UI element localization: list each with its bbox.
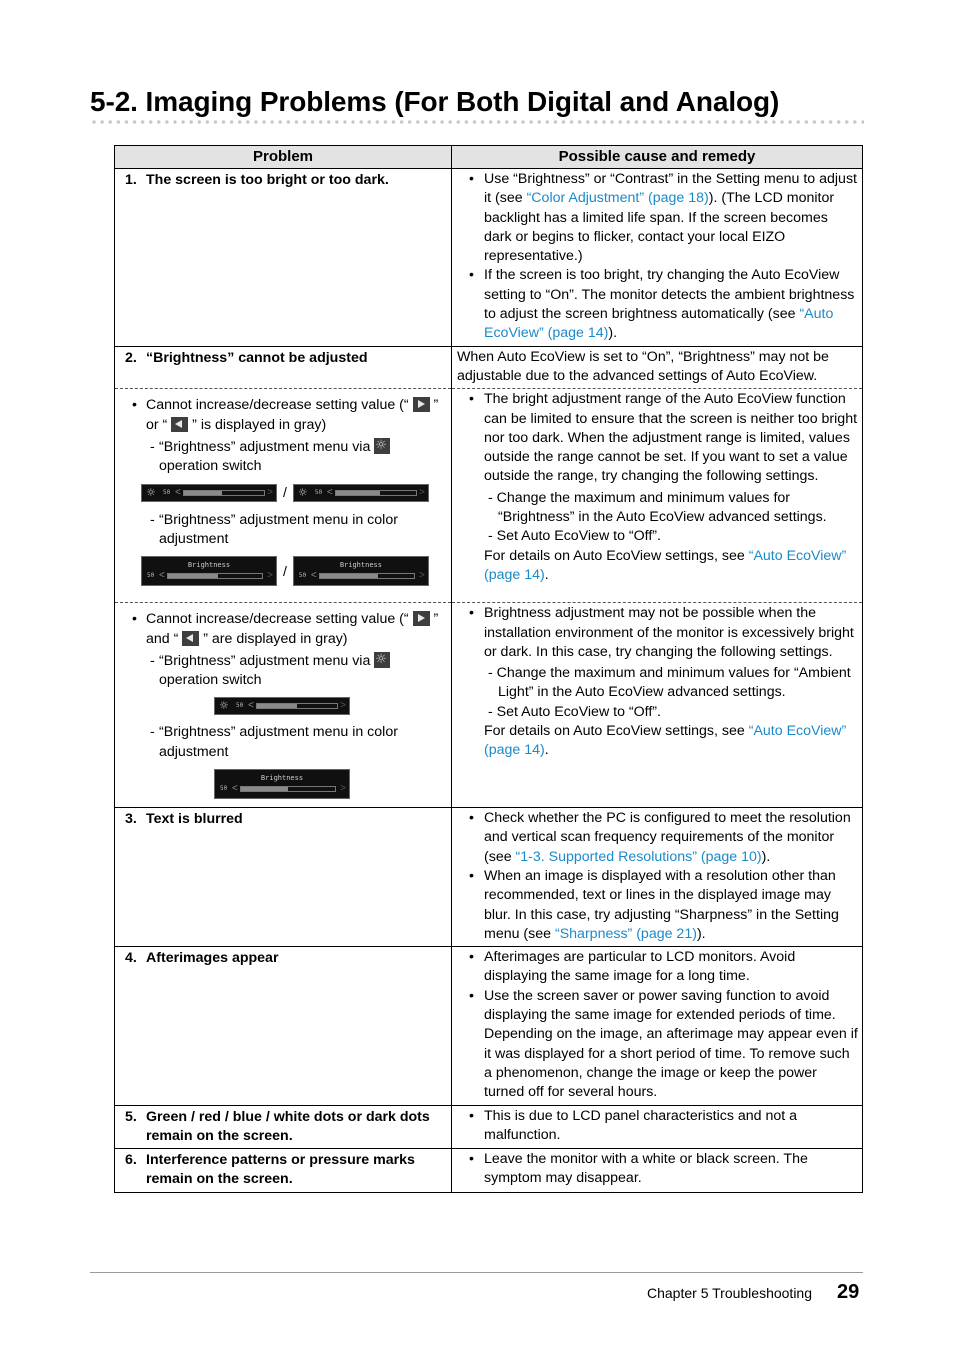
color-menu-screenshots: Brightness 50 < > / Brightness 50 < > [141,556,451,586]
troubleshooting-table [114,145,863,1193]
problem-text: The screen is too bright or too dark. [146,172,389,188]
brightness-menu-screenshots [214,697,451,715]
decrease-arrow-icon [182,631,199,646]
problem-cell [115,389,452,603]
table-row [115,169,863,347]
brightness-level-fill [336,491,380,495]
problem-text: Afterimages appear [146,950,279,967]
brightness-level-fill [257,704,297,708]
brightness-level-fill [168,574,218,578]
problem-cell [115,346,452,389]
table-row [115,346,863,389]
table-row [115,808,863,947]
problem-number: 6. [125,1152,137,1169]
list-item: - Set Auto EcoView to “Off”. [488,528,661,545]
list-item: • Afterimages are particular to LCD monitors. Avoid displaying the same image for a long time. [452,948,858,987]
list-item: - Change the maximum and minimum values for “Ambient Light” in the Auto EcoView advanced settings. [488,665,851,701]
list-item: - “Brightness” adjustment menu via ☼ operation switch [115,652,451,691]
list-item: • When an image is displayed with a resolution other than recommended, text or lines in the displayed image may blur. In this case, try adjusting “Sharpness” in the Setting menu (see “Sharpness” (page 21)). [452,867,858,944]
problem-cell [115,169,452,347]
list-item: • Cannot increase/decrease setting value (“ ” and “ ” are displayed in gray) [115,610,447,649]
list-item: • Leave the monitor with a white or black screen. The symptom may disappear. [452,1150,858,1189]
link-auto-ecoview[interactable]: “Auto EcoView” (page 14) [484,306,834,342]
link-color-adjustment[interactable]: “Color Adjustment” (page 18) [526,190,709,207]
problem-text: Interference patterns or pressure marks remain on the screen. [146,1152,415,1188]
problem-number: 2. [125,349,137,366]
remedy-cell [452,389,863,603]
problem-number: 3. [125,811,137,828]
link-sharpness[interactable]: “Sharpness” (page 21) [554,925,697,942]
list-item: - “Brightness” adjustment menu in color adjustment [150,724,398,760]
list-item: • Use the screen saver or power saving function to avoid displaying the same image for extended periods of time. Depending on the image, an afterimage may appear even if it was displayed for a short period of time. To remove such a phenomenon, change the image or keep the power turned off for several hours. [452,987,858,1103]
brightness-menu-screenshot: ☼ 50 < > [293,484,429,502]
header-remedy: Possible cause and remedy [452,146,863,169]
brightness-level-fill [241,787,288,791]
ecoview-note: When Auto EcoView is set to “On”, “Brightness” may not be adjustable due to the advanced settings of Auto EcoView. [457,348,829,384]
page-title: 5-2. Imaging Problems (For Both Digital and Analog) [90,86,780,117]
remedy-cell [452,947,863,1105]
page-number: 29 [837,1281,860,1303]
list-item: • The bright adjustment range of the Auto EcoView function can be limited to ensure that the screen is neither too bright nor too dark. When the adjustment range is limited, values outside the range cannot be set. If you want to set a value outside the range, try changing the following settings. [452,390,858,486]
title-dotted-rule [90,119,864,125]
color-menu-screenshots [214,769,451,799]
list-item: • Brightness adjustment may not be possible when the installation environment of the monitor is excessively bright or dark. In this case, try changing the following settings. [452,604,858,662]
list-item: - Set Auto EcoView to “Off”. [488,703,661,720]
sun-icon: ☼ [297,486,308,500]
link-auto-ecoview[interactable]: “Auto EcoView” (page 14) [484,723,847,759]
table-header-row [115,146,863,169]
problem-number: 1. [125,172,137,188]
brightness-menu-screenshot: ☼ 50 < > [214,697,350,715]
link-supported-resolutions[interactable]: “1-3. Supported Resolutions” (page 10) [515,848,762,865]
problem-number: 5. [125,1108,137,1125]
list-item: • Use “Brightness” or “Contrast” in the Setting menu to adjust it (see “Color Adjustment” (page 18)). (The LCD monitor backlight has a limited life span. If the screen becomes dark or begins to flicker, contact your local EIZO representative.) [452,170,858,266]
list-item: • Check whether the PC is configured to meet the resolution and vertical scan frequency requirements of the monitor (see “1-3. Supported Resolutions” (page 10)). [452,809,858,867]
color-brightness-menu-screenshot: Brightness 50 < > [293,556,429,586]
remedy-cell [452,808,863,947]
list-item: - “Brightness” adjustment menu in color adjustment [150,511,398,548]
note-cell [452,346,863,389]
footer-rule [90,1272,863,1273]
brightness-level-fill [184,491,222,495]
color-brightness-menu-screenshot: Brightness 50 < > [214,769,350,799]
remedy-cell [452,1105,863,1149]
problem-cell [115,808,452,947]
problem-number: 4. [125,950,137,967]
brightness-switch-icon [374,652,390,668]
increase-arrow-icon [413,611,430,626]
problem-cell [115,1149,452,1193]
brightness-level-fill [320,574,378,578]
table-row [115,603,863,808]
problem-cell [115,1105,452,1149]
brightness-menu-screenshot: ☼ 50 < > [141,484,277,502]
details-text: For details on Auto EcoView settings, see “Auto EcoView” (page 14). [484,547,847,583]
problem-cell [115,947,452,1105]
remedy-cell [452,169,863,347]
brightness-switch-icon [374,438,390,454]
color-brightness-menu-screenshot: Brightness 50 < > [141,556,277,586]
list-item: - “Brightness” adjustment menu via ☼ operation switch [115,438,451,477]
header-problem: Problem [115,146,452,169]
brightness-menu-screenshots: ☼ 50 < > / ☼ 50 < > [141,483,451,502]
table-row [115,1149,863,1193]
problem-text: Text is blurred [146,811,243,828]
list-item: - Change the maximum and minimum values for “Brightness” in the Auto EcoView advanced settings. [488,489,827,526]
table-row [115,947,863,1105]
table-row [115,389,863,603]
problem-text: Green / red / blue / white dots or dark dots remain on the screen. [146,1108,430,1144]
problem-text: “Brightness” cannot be adjusted [146,349,368,366]
problem-cell [115,603,452,808]
list-item: • If the screen is too bright, try changing the Auto EcoView setting to “On”. The monitor detects the ambient brightness to adjust the screen brightness automatically (see “Auto EcoView” (page 14)). [452,266,858,343]
table-row [115,1105,863,1149]
list-item: • Cannot increase/decrease setting value (“ ” or “ ” is displayed in gray) [115,396,447,435]
footer-chapter-label: Chapter 5 Troubleshooting [647,1285,812,1301]
sun-icon: ☼ [146,486,156,500]
link-auto-ecoview[interactable]: “Auto EcoView” (page 14) [484,547,847,583]
details-text: For details on Auto EcoView settings, see “Auto EcoView” (page 14). [484,723,847,759]
list-item: • This is due to LCD panel characteristics and not a malfunction. [452,1107,858,1146]
remedy-cell [452,603,863,808]
sun-icon: ☼ [219,699,229,713]
decrease-arrow-icon [171,417,188,432]
increase-arrow-icon [413,397,430,412]
remedy-cell [452,1149,863,1193]
